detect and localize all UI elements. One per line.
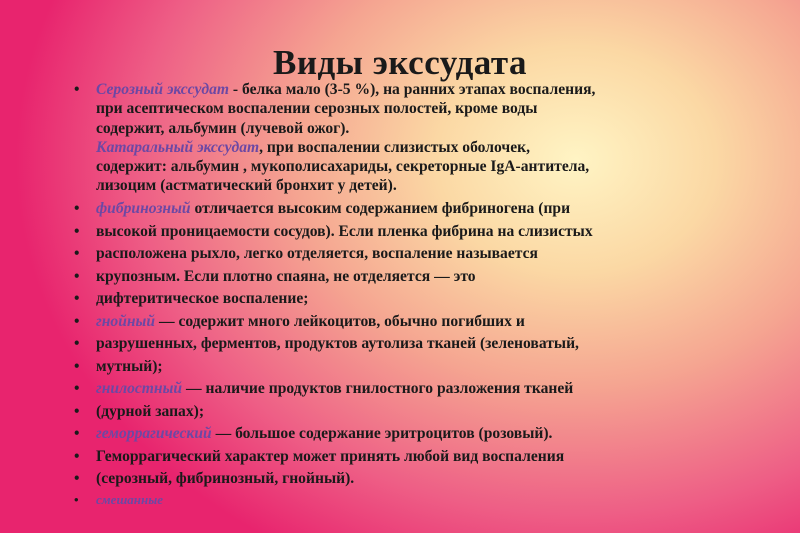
list-item-mixed — [74, 490, 774, 510]
list-item-turbid: • мутный); — [74, 357, 774, 376]
term-purulent: гнойный — [96, 312, 156, 330]
list-item-types: • (серозный, фибринозный, гнойный). — [74, 469, 774, 488]
slide-title: Виды экссудата — [272, 43, 528, 83]
purulent-text: — содержит много лейкоцитов, обычно погибших и — [155, 312, 525, 330]
list-item-hemorrhagic-character: • Геморрагический характер может принять любой вид воспаления — [74, 447, 774, 466]
list-item-croupous: • крупозным. Если плотно спаяна, не отделяется — это — [74, 267, 774, 286]
list-item-fibrinous — [74, 199, 774, 218]
catarrhal-text-2: содержит: альбумин , мукополисахариды, секреторные IgA-антитела, — [96, 158, 590, 176]
list-item-permeability: • высокой проницаемости сосудов). Если пленка фибрина на слизистых — [74, 222, 774, 241]
list-item-diphtheritic: • дифтеритическое воспаление; — [74, 289, 774, 308]
list-item-loose: • расположена рыхло, легко отделяется, воспаление называется — [74, 244, 774, 263]
hemorrhagic-text: — большое содержание эритроцитов (розовый). — [211, 425, 553, 443]
list-item-destroyed: • разрушенных, ферментов, продуктов аутолиза тканей (зеленоватый, — [74, 334, 774, 353]
serous-text-2: при асептическом воспалении серозных полостей, кроме воды — [96, 100, 538, 118]
serous-text-3: содержит, альбумин (лучевой ожог). — [96, 119, 350, 137]
term-hemorrhagic: геморрагический — [96, 425, 212, 443]
catarrhal-text-1: , при воспалении слизистых оболочек, — [259, 138, 531, 156]
term-putrid: гнилостный — [96, 380, 183, 398]
list-item-serous-catarrhal — [74, 80, 774, 196]
exudate-list — [74, 80, 774, 510]
term-fibrinous: фибринозный — [96, 200, 191, 218]
list-item-purulent — [74, 312, 774, 331]
fibrinous-text: отличается высоким содержанием фибриногена (при — [190, 200, 571, 218]
catarrhal-text-3: лизоцим (астматический бронхит у детей). — [96, 177, 397, 195]
list-item-putrid — [74, 379, 774, 398]
term-serous: Серозный экссудат — [96, 81, 230, 98]
list-item-smell: • (дурной запах); — [74, 402, 774, 421]
putrid-text: — наличие продуктов гнилостного разложения тканей — [182, 380, 574, 398]
list-item-hemorrhagic — [74, 424, 774, 443]
serous-text-1: - белка мало (3-5 %), на ранних этапах воспаления, — [229, 81, 596, 98]
term-catarrhal: Катаральный экссудат — [96, 138, 260, 156]
term-mixed: смешанные — [96, 492, 163, 508]
